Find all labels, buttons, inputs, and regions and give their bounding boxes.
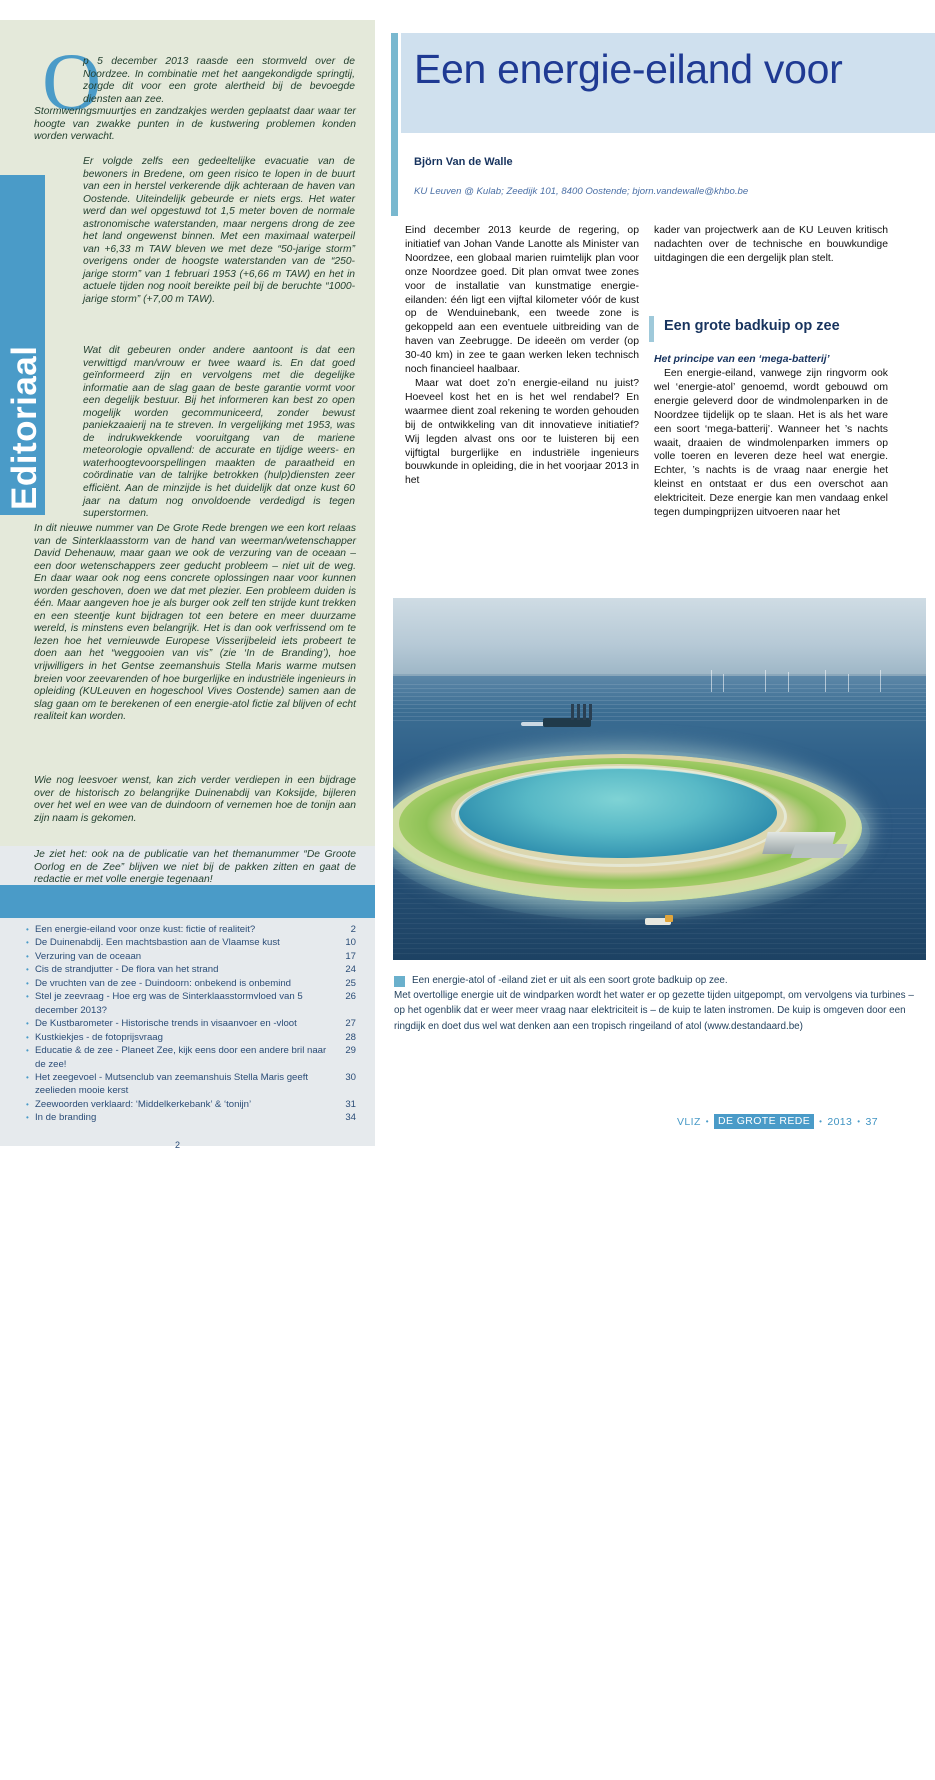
- toc-item-page: 25: [345, 977, 356, 989]
- figure-caption-lead: Een energie-atol of -eiland ziet er uit als een soort grote badkuip op zee.: [412, 975, 728, 986]
- toc-item-title: Educatie & de zee - Planeet Zee, kijk eens door een andere bril naar de zee!: [35, 1045, 327, 1070]
- bullet-icon: •: [26, 1046, 29, 1056]
- article-paragraph: Eind december 2013 keurde de regering, op initiatief van Johan Vande Lanotte als Minister van Noordzee, een globaal marien ruimtelijk plan voor onze Noordzee goed. Dit plan omvat twee zones voor de installatie van kunstmatige energie-eilanden: één ligt een vijftal kilometer vóór de kust op de Wenduinebank, een tweede zone is gekoppeld aan een eventuele uitbreiding van de haven van Zeebrugge. De ideeën om verder (op 30-40 km) in zee te gaan werken leken technisch noch financieel haalbaar.: [405, 225, 639, 376]
- toc-item-title: Cis de strandjutter - De flora van het strand: [35, 964, 219, 976]
- article-paragraph: Maar wat doet zo’n energie-eiland nu juist? Hoeveel kost het en is het wel rendabel? En waarmee dient zoal rekening te worden gehouden bij de ontwikkeling van dit innovatieve initiatief? Wij legden alvast ons oor te luisteren bij een vijftigtal burgerlijke en industriële ingenieurs bouwkunde in opleiding, die in het voorjaar 2013 in het: [405, 377, 639, 487]
- footer-separator: •: [819, 1117, 823, 1126]
- footer: [677, 1114, 878, 1129]
- toc-item-title: Het zeegevoel - Mutsenclub van zeemanshuis Stella Maris geeft zeelieden mooie kerst: [35, 1071, 309, 1097]
- footer-org: VLIZ: [677, 1115, 701, 1128]
- left-page-number: 2: [175, 1140, 181, 1150]
- bullet-icon: •: [26, 938, 29, 948]
- article-affiliation: KU Leuven @ Kulab; Zeedijk 101, 8400 Oostende; bjorn.vandewalle@khbo.be: [414, 186, 749, 197]
- toc-item-page: 30: [345, 1071, 356, 1083]
- toc-item-title: In de branding: [35, 1112, 97, 1124]
- editorial-tab-label: Editoriaal: [5, 345, 44, 510]
- section-sub-subheading: Het principe van een ‘mega-batterij’: [654, 354, 830, 365]
- toc-item-page: 34: [345, 1112, 356, 1124]
- editorial-panel: [0, 20, 375, 1779]
- toc-item-page: 31: [345, 1098, 356, 1110]
- toc-item[interactable]: [26, 963, 356, 976]
- toc-item-page: 24: [345, 964, 356, 976]
- editorial-paragraph-1: p 5 december 2013 raasde een stormveld over de Noordzee. In combinatie met het aangekondigde springtij, zorgde dit voor een grote alertheid bij de bevoegde diensten aan zee.: [83, 56, 355, 105]
- article-column-left: [405, 224, 639, 488]
- toc-item-page: 10: [345, 937, 356, 949]
- toc-item-title: Stel je zeevraag - Hoe erg was de Sinterklaasstormvloed van 5 december 2013?: [35, 991, 303, 1016]
- toc-item-page: 29: [345, 1045, 356, 1057]
- toc-item-page: 17: [345, 950, 356, 962]
- editorial-paragraph-4: Wat dit gebeuren onder andere aantoont is dat een verwittigd man/vrouw er twee waard is. En dat goed geïnformeerd zijn en vervolgens met die degelijke informatie aan de slag gaan de beste garantie vormt voor een degelijk bestuur. Bij het informeren kan best zo open mogelijk worden gecommuniceerd, zonder bewust paniekzaaierij na te streven. In vergelijking met 1953, was de indrukwekkende vooruitgang van de mariene meteorologie opvallend: de accurate en tijdige weers- en waterhoogtevoorspellingen maakten de paraatheid en coördinatie van de talrijke betrokken (hulp)diensten zeer efficiënt. Aan de minzijde is het duidelijk dat onze kust 60 jaar na datum nog onvoldoende verdedigd is tegen superstormen.: [83, 345, 355, 520]
- wind-turbine-icon: [788, 672, 789, 692]
- footer-magazine: DE GROTE REDE: [714, 1114, 814, 1129]
- article-paragraph: kader van projectwerk aan de KU Leuven kritisch nadachten over de technische en bouwkundige uitdagingen die een dergelijk plan stelt.: [654, 225, 888, 264]
- ship-mast-icon: [583, 704, 586, 720]
- toc-item-title: Kustkiekjes - de fotoprijsvraag: [35, 1031, 163, 1043]
- bullet-icon: •: [26, 1072, 29, 1082]
- atoll-lagoon-edge: [455, 766, 787, 867]
- toc-heading-label: I N H O U D: [30, 1754, 247, 1779]
- toc-item-page: 27: [345, 1018, 356, 1030]
- toc-item[interactable]: [26, 977, 356, 990]
- ship-mast-icon: [589, 704, 592, 720]
- bullet-icon: •: [26, 1019, 29, 1029]
- wind-turbine-icon: [825, 670, 826, 692]
- toc-item[interactable]: [26, 1044, 356, 1071]
- toc-item[interactable]: [26, 923, 356, 936]
- article-author: Björn Van de Walle: [414, 156, 513, 168]
- toc-item-page: 2: [350, 924, 356, 935]
- bullet-icon: •: [26, 1032, 29, 1042]
- footer-separator: •: [857, 1117, 861, 1126]
- toc-item-title: De vruchten van de zee - Duindoorn: onbekend is onbemind: [35, 977, 291, 989]
- footer-year: 2013: [827, 1115, 853, 1128]
- photo-sea-shimmer: [393, 684, 926, 724]
- bullet-icon: •: [26, 1099, 29, 1109]
- drop-cap: O: [42, 36, 102, 127]
- toc-item-title: Een energie-eiland voor onze kust: fictie of realiteit?: [35, 924, 256, 935]
- editorial-paragraph-5: In dit nieuwe nummer van De Grote Rede brengen we een kort relaas van de Sinterklaasstorm van de hand van weerman/wetenschapper David Dehenauw, maar gaan we ook de verzuring van de oceaan – een door wetenschappers zeer geducht probleem – niet uit de weg. En daar waar ook nog eens concrete oplossingen naar voor kunnen worden geschoven, doen we dat met plezier. Een probleem duiden is één. Maar aangeven hoe je als burger ook zelf ten strijde kunt trekken en een steentje kunt bijdragen tot een betere en meer duurzame wereld, is minstens even belangrijk. Het is dan ook verfrissend om te lezen hoe het vernieuwde Europese Visserijbeleid iets probeert te doen aan het “weggooien van vis” (zie ‘In de Branding’), hoe vrijwilligers in het Gentse zeemanshuis Stella Maris warme mutsen breien voor zeevarenden of hoe burgerlijke en industriële ingenieurs in opleiding (KULeuven en hogeschool Vives Oostende) samen aan de slag gaan om te berekenen of een energie-atol fictie zal blijven of echt realiteit kan worden.: [34, 523, 356, 723]
- subheading-accent-bar: [649, 316, 654, 342]
- toc-item[interactable]: [26, 1111, 356, 1124]
- boat-sail-icon: [665, 915, 673, 922]
- ship-mast-icon: [571, 704, 574, 720]
- editorial-paragraph-7: Je ziet het: ook na de publicatie van het themanummer “De Groote Oorlog en de Zee” blijven we niet bij de pakken zitten en gaat de redactie er met volle energie tegenaan!: [34, 849, 356, 886]
- toc-item[interactable]: [26, 990, 356, 1017]
- toc-item[interactable]: [26, 1017, 356, 1030]
- wind-turbine-icon: [765, 670, 766, 692]
- toc-item[interactable]: [26, 1071, 356, 1098]
- bullet-icon: •: [26, 992, 29, 1002]
- energy-atoll-photo: [393, 598, 926, 960]
- bullet-icon: •: [26, 965, 29, 975]
- figure-caption-body: Met overtollige energie uit de windparken wordt het water er op gezette tijden uitgepompt, om vervolgens via turbines – op het ogenblik dat er weer meer vraag naar elektriciteit is – de kuip te laten instromen. De kuip is omgeven door een ringdijk en doet dus wel wat denken aan een tropisch ringeiland of atol (www.destandaard.be): [394, 990, 914, 1032]
- toc-item-page: 26: [345, 991, 356, 1003]
- footer-issue: 37: [865, 1115, 878, 1128]
- caption-marker-icon: [394, 976, 405, 987]
- wind-turbine-icon: [848, 674, 849, 692]
- page-title: Een energie-eiland voor: [414, 46, 843, 92]
- wind-turbine-icon: [723, 674, 724, 692]
- article-paragraph: Een energie-eiland, vanwege zijn ringvorm ook wel ‘energie-atol’ genoemd, wordt gebouwd om energie geleverd door de windmolenparken in de Noordzee tijdelijk op te slaan. Het is als het ware een soort ‘mega-batterij’. Wanneer het ’s nachts waait, draaien de windmolenparken immers op volle toeren en leveren deze heel wat energie. Echter, ’s nachts is de vraag naar energie het kleinst en ontstaat er dus een overschot aan elektriciteit. Deze energie kan men vandaag enkel tegen dumpingprijzen uitvoeren naar het: [654, 368, 888, 519]
- editorial-paragraph-2: Stormweringsmuurtjes en zandzakjes werden geplaatst daar waar ter hoogte van zwakke punten in de kustwering problemen konden worden verwacht.: [34, 106, 356, 143]
- title-accent-bar: [391, 33, 398, 216]
- wind-turbine-icon: [711, 670, 712, 692]
- footer-separator: •: [705, 1117, 709, 1126]
- article-column-right-body: [654, 367, 888, 520]
- atoll-turbine-building-lower: [790, 844, 847, 858]
- ship-mast-icon: [577, 704, 580, 720]
- toc-item[interactable]: [26, 1031, 356, 1044]
- section-subheading: Een grote badkuip op zee: [664, 318, 840, 334]
- toc-item-page: 28: [345, 1031, 356, 1043]
- wind-turbine-icon: [880, 670, 881, 692]
- bullet-icon: •: [26, 925, 29, 934]
- editorial-tab: [0, 175, 45, 515]
- bullet-icon: •: [26, 1113, 29, 1123]
- toc-item-title: De Duinenabdij. Een machtsbastion aan de Vlaamse kust: [35, 937, 280, 949]
- toc-item[interactable]: [26, 1098, 356, 1111]
- article-column-right-top: [654, 224, 888, 266]
- editorial-paragraph-6: Wie nog leesvoer wenst, kan zich verder verdiepen in een bijdrage over de historisch zo belangrijke Duinenabdij van Koksijde, bijleren over het wel en wee van de duindoorn of vernemen hoe de tonijn aan zijn naam is gekomen.: [34, 775, 356, 824]
- toc-item[interactable]: [26, 936, 356, 949]
- bullet-icon: •: [26, 978, 29, 988]
- toc-item-title: Verzuring van de oceaan: [35, 950, 142, 962]
- photo-sky: [393, 598, 926, 676]
- toc-item[interactable]: [26, 950, 356, 963]
- bullet-icon: •: [26, 951, 29, 961]
- table-of-contents: [26, 923, 356, 1125]
- toc-item-title: Zeewoorden verklaard: ‘Middelkerkebank’ & ‘tonijn’: [35, 1098, 252, 1110]
- editorial-paragraph-3: Er volgde zelfs een gedeeltelijke evacuatie van de bewoners in Bredene, om geen risico te lopen in de buurt van een in herstel verkerende dijk achteraan de haven van Oostende. Uiteindelijk gebeurde er niets ergs. Het water werd dan wel opgestuwd tot 1,5 meter boven de normale astronomische waterstanden, maar nergens drong de zee het land ongewenst binnen. Met een maximaal waterpeil van +6,33 m TAW bleven we met deze “50-jarige storm” overigens onder de hoogste waterstanden van de “250-jarige storm” van 1 februari 1953 (+6,66 m TAW) en het in actuele tijden nog nooit bereikte peil bij de beruchte “1000-jarige storm” (+7,00 m TAW).: [83, 156, 355, 306]
- toc-item-title: De Kustbarometer - Historische trends in visaanvoer en -vloot: [35, 1018, 297, 1030]
